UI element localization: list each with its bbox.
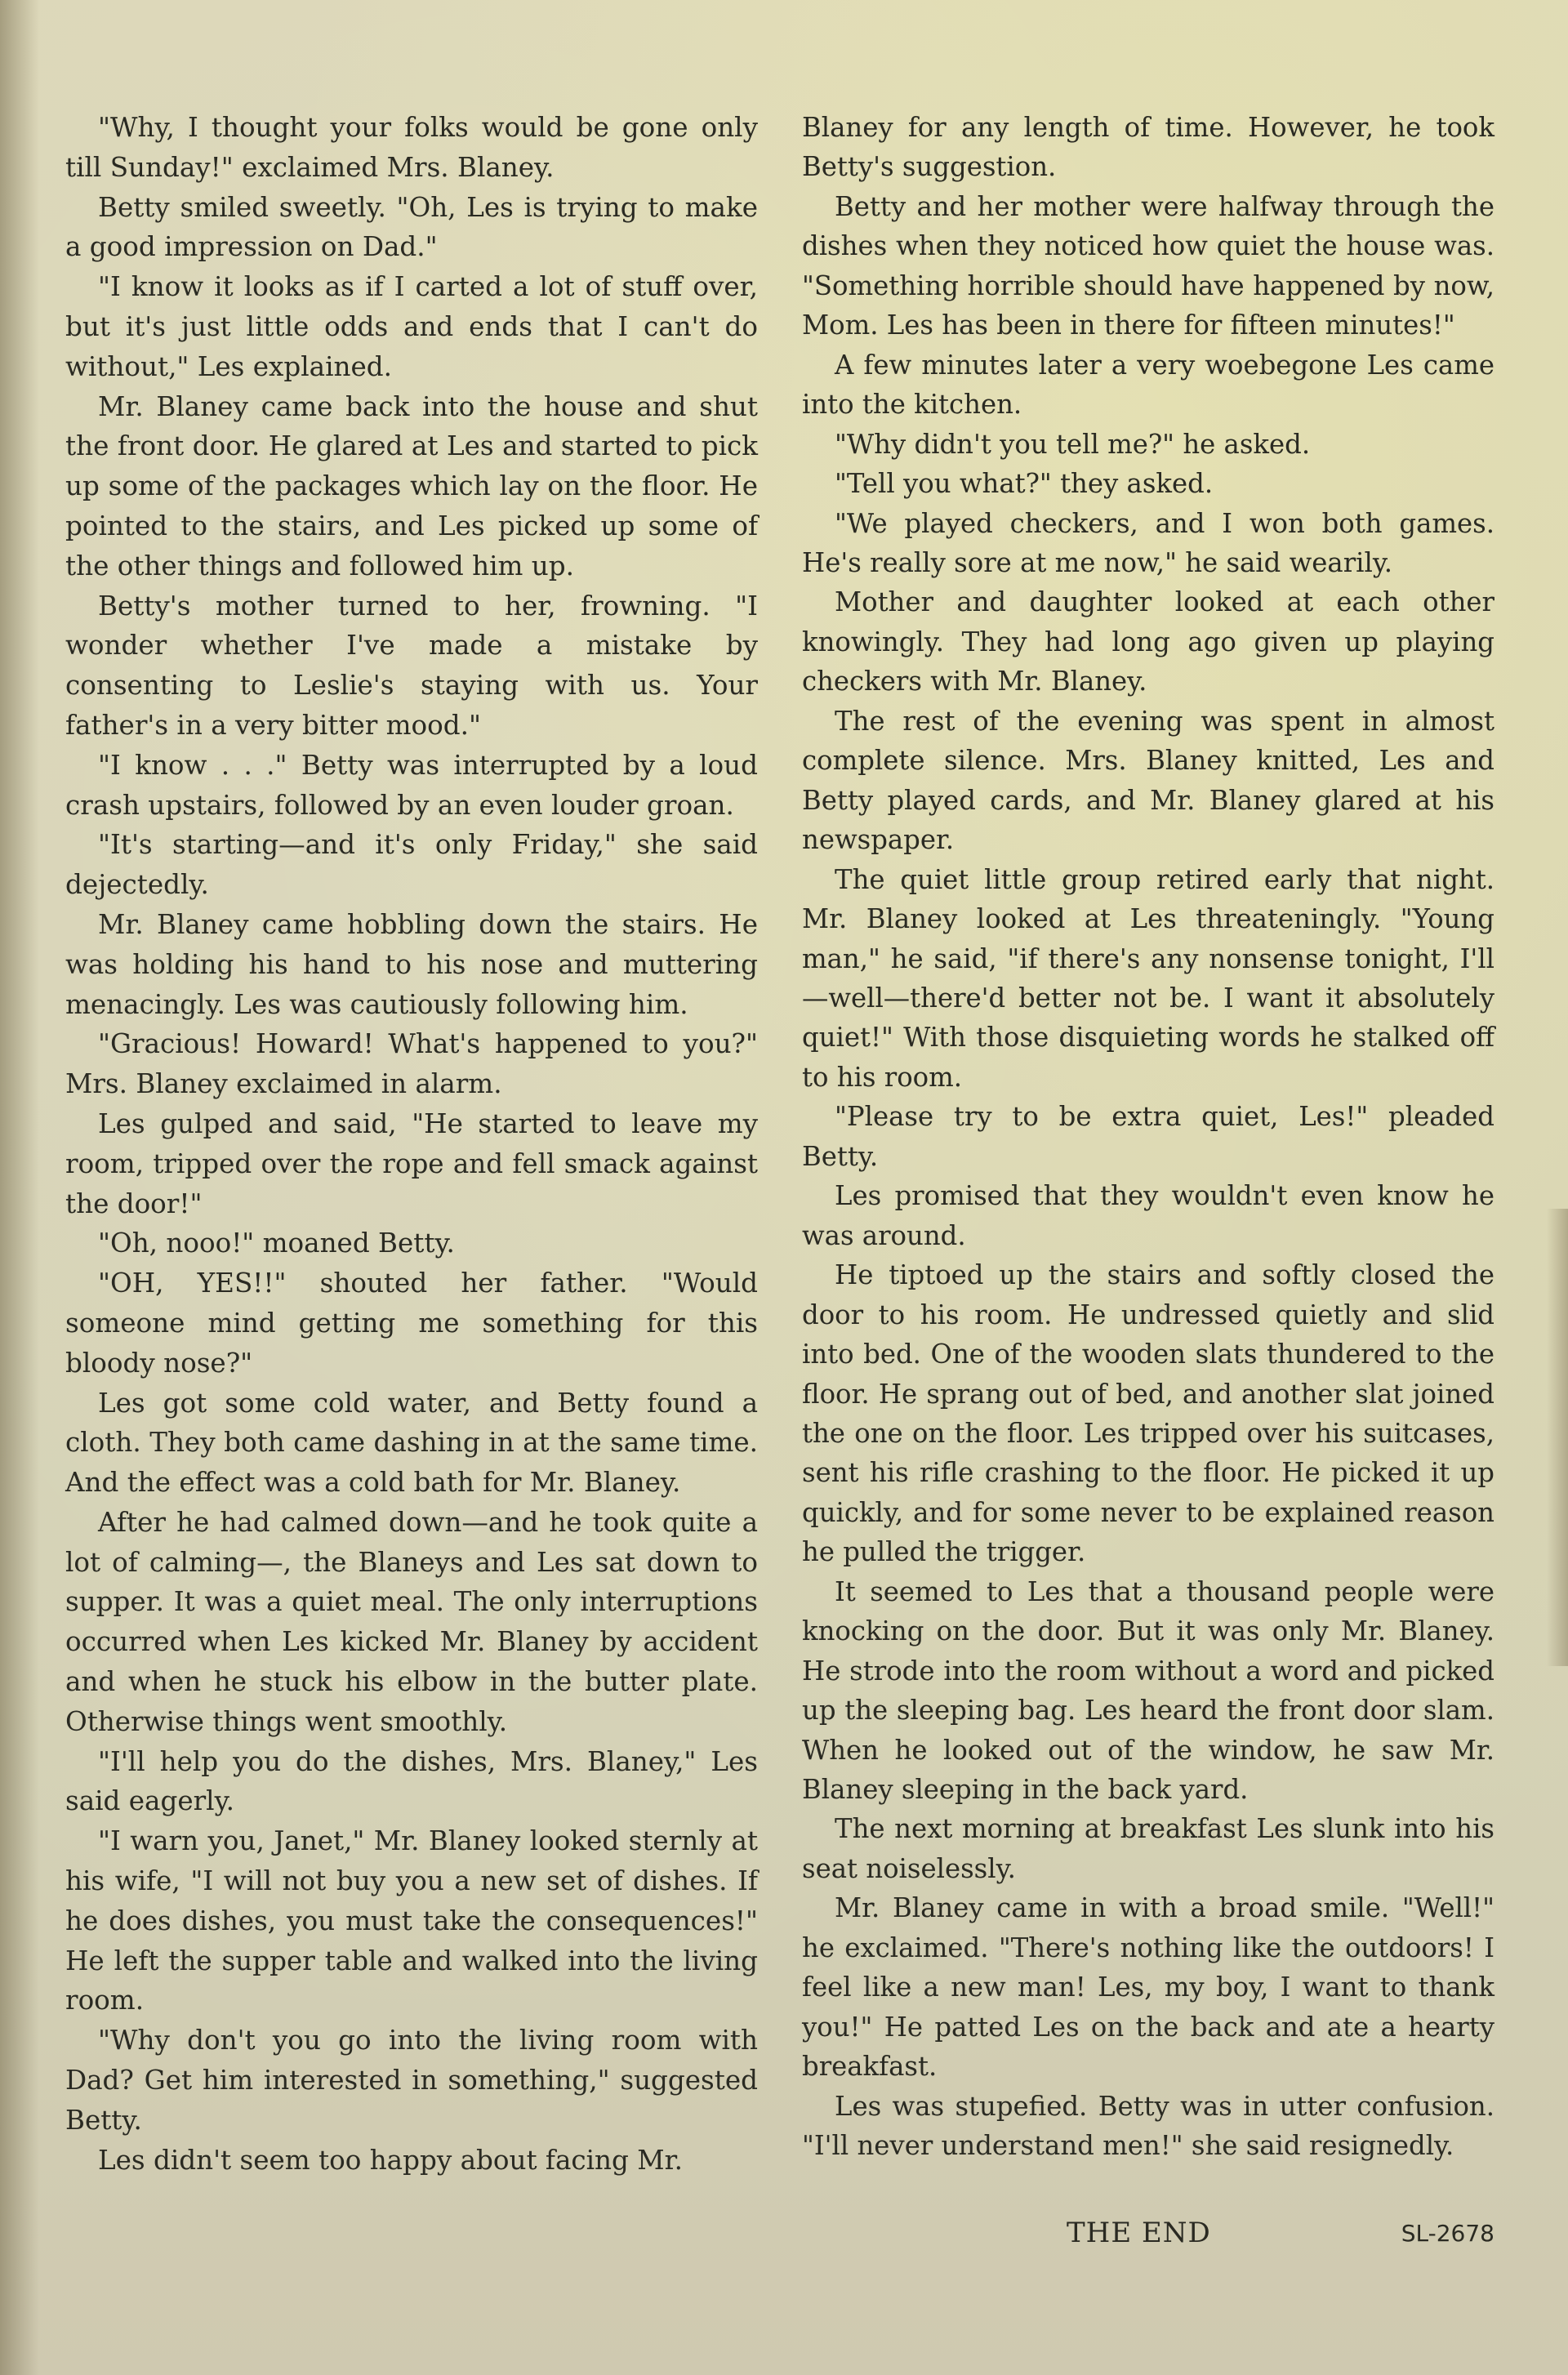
- paragraph: Mr. Blaney came in with a broad smile. "Well!" he exclaimed. "There's nothing like the outdoors! I feel like a new man! Les, my boy, I want to thank you!" He patted Les on the back and ate a hearty breakfast.: [802, 1892, 1494, 2083]
- paragraph: "Tell you what?" they asked.: [835, 468, 1214, 500]
- paragraph: "Why didn't you tell me?" he asked.: [835, 428, 1311, 460]
- spine-shadow: [0, 0, 39, 2375]
- paragraph: The rest of the evening was spent in almost complete silence. Mrs. Blaney knitted, Les and Betty played cards, and Mr. Blaney glared at his newspaper.: [802, 705, 1494, 856]
- paragraph: "OH, YES!!" shouted her father. "Would someone mind getting me something for this bloody nose?": [65, 1268, 758, 1379]
- paragraph: "Please try to be extra quiet, Les!" pleaded Betty.: [802, 1101, 1494, 1172]
- paragraph: Betty smiled sweetly. "Oh, Les is trying to make a good impression on Dad.": [65, 191, 758, 263]
- paragraph: Les promised that they wouldn't even know he was around.: [802, 1180, 1494, 1251]
- paragraph: "Gracious! Howard! What's happened to you?" Mrs. Blaney exclaimed in alarm.: [65, 1028, 758, 1100]
- paragraph: The next morning at breakfast Les slunk into his seat noiselessly.: [802, 1813, 1494, 1884]
- paragraph: The quiet little group retired early that night. Mr. Blaney looked at Les threateningly. "Young man," he said, "if there's any nonsense tonight, I'll—well—there'd better not be. I want it absolutely quiet!" With those disquieting words he stalked off to his room.: [802, 863, 1494, 1093]
- right-column: [802, 108, 1494, 2166]
- paragraph: Betty and her mother were halfway through the dishes when they noticed how quiet the house was. "Something horrible should have happened by now, Mom. Les has been in there for fifteen minutes!": [802, 190, 1494, 341]
- paragraph: "Oh, nooo!" moaned Betty.: [98, 1228, 455, 1259]
- story-code: SL-2678: [1401, 2220, 1494, 2247]
- paragraph: "Why, I thought your folks would be gone only till Sunday!" exclaimed Mrs. Blaney.: [65, 112, 758, 183]
- paragraph: After he had calmed down—and he took quite a lot of calming—, the Blaneys and Les sat down to supper. It was a quiet meal. The only interruptions occurred when Les kicked Mr. Blaney by accident and when he stuck his elbow in the butter plate. Otherwise things went smoothly.: [65, 1506, 758, 1737]
- left-column: [65, 108, 758, 2180]
- paragraph: Mr. Blaney came hobbling down the stairs. He was holding his hand to his nose and muttering menacingly. Les was cautiously following him.: [65, 908, 758, 1020]
- paragraph: "I know it looks as if I carted a lot of stuff over, but it's just little odds and ends that I can't do without," Les explained.: [65, 271, 758, 382]
- paragraph: A few minutes later a very woebegone Les came into the kitchen.: [802, 349, 1494, 421]
- paragraph: Blaney for any length of time. However, he took Betty's suggestion.: [802, 112, 1494, 183]
- paragraph: He tiptoed up the stairs and softly closed the door to his room. He undressed quietly and slid into bed. One of the wooden slats thundered to the floor. He sprang out of bed, and another slat joined the one on the floor. Les tripped over his suitcases, sent his rifle crashing to the floor. He picked it up quickly, and for some never to be explained reason he pulled the trigger.: [802, 1259, 1494, 1568]
- page-fold: [1547, 1209, 1568, 1666]
- paragraph: "I warn you, Janet," Mr. Blaney looked sternly at his wife, "I will not buy you a new set of dishes. If he does dishes, you must take the consequences!" He left the supper table and walked into the living room.: [65, 1825, 758, 2016]
- paragraph: "I'll help you do the dishes, Mrs. Blaney," Les said eagerly.: [65, 1745, 758, 1817]
- paragraph: It seemed to Les that a thousand people were knocking on the door. But it was only Mr. Blaney. He strode into the room without a word and picked up the sleeping bag. Les heard the front door slam. When he looked out of the window, he saw Mr. Blaney sleeping in the back yard.: [802, 1575, 1494, 1806]
- paragraph: "I know . . ." Betty was interrupted by a loud crash upstairs, followed by an even louder groan.: [65, 749, 758, 821]
- paragraph: Betty's mother turned to her, frowning. "I wonder whether I've made a mistake by consenting to Leslie's staying with us. Your father's in a very bitter mood.": [65, 590, 758, 741]
- paragraph: Mother and daughter looked at each other knowingly. They had long ago given up playing checkers with Mr. Blaney.: [802, 586, 1494, 697]
- paragraph: "It's starting—and it's only Friday," she said dejectedly.: [65, 829, 758, 901]
- paragraph: Mr. Blaney came back into the house and shut the front door. He glared at Les and started to pick up some of the packages which lay on the floor. He pointed to the stairs, and Les picked up some of the other things and followed him up.: [65, 390, 758, 581]
- paragraph: Les got some cold water, and Betty found a cloth. They both came dashing in at the same time. And the effect was a cold bath for Mr. Blaney.: [65, 1387, 758, 1499]
- paragraph: "Why don't you go into the living room with Dad? Get him interested in something," suggested Betty.: [65, 2025, 758, 2136]
- paragraph: Les was stupefied. Betty was in utter confusion. "I'll never understand men!" she said resignedly.: [802, 2090, 1494, 2162]
- paragraph: Les didn't seem too happy about facing Mr.: [98, 2144, 683, 2176]
- the-end-label: THE END: [1067, 2217, 1211, 2249]
- paragraph: Les gulped and said, "He started to leave my room, tripped over the rope and fell smack against the door!": [65, 1107, 758, 1219]
- paragraph: "We played checkers, and I won both games. He's really sore at me now," he said wearily.: [802, 507, 1494, 578]
- story-end-line: [802, 2217, 1494, 2257]
